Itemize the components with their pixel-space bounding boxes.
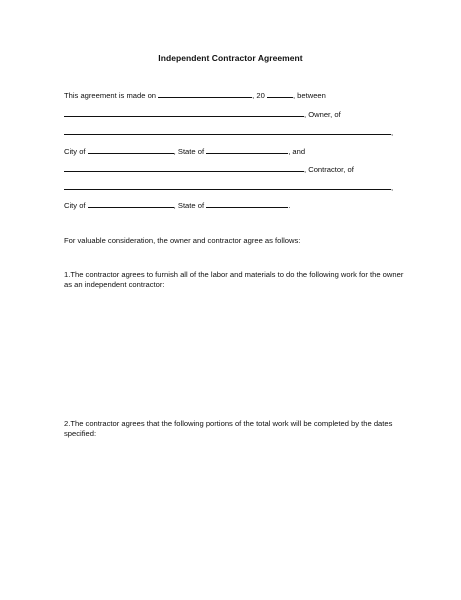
owner-name-line <box>64 108 341 120</box>
owner-state-label: , State of <box>173 147 205 156</box>
consideration-statement: For valuable consideration, the owner and contractor agree as follows: <box>64 236 301 245</box>
contractor-name-line <box>64 163 354 175</box>
clause-1: 1.The contractor agrees to furnish all of the labor and materials to do the following work for the owner as an independent contractor: <box>64 270 404 289</box>
agreement-date-blank[interactable] <box>158 89 252 98</box>
document-title: Independent Contractor Agreement <box>158 53 303 63</box>
contractor-address-blank[interactable] <box>64 181 394 192</box>
year-blank[interactable] <box>267 89 293 98</box>
contractor-city-label: City of <box>64 201 86 210</box>
year-label: , 20 <box>252 91 265 100</box>
owner-address-blank[interactable] <box>64 126 394 137</box>
period-label: . <box>288 201 291 210</box>
contractor-label: , Contractor, of <box>304 165 354 174</box>
contractor-name-blank[interactable] <box>64 163 304 172</box>
contractor-address-line <box>64 181 393 193</box>
owner-city-label: City of <box>64 147 86 156</box>
clause-2: 2.The contractor agrees that the following portions of the total work will be completed by the dates specified: <box>64 419 393 438</box>
contractor-address-comma: , <box>391 183 394 192</box>
between-label: , between <box>292 91 326 100</box>
owner-label: , Owner, of <box>304 110 341 119</box>
contractor-state-label: , State of <box>173 201 205 210</box>
owner-city-state-line <box>64 145 305 157</box>
owner-city-blank[interactable] <box>88 145 174 154</box>
contractor-state-blank[interactable] <box>206 199 291 210</box>
owner-address-comma: , <box>391 128 394 137</box>
owner-address-line <box>64 126 393 138</box>
owner-state-blank[interactable] <box>206 145 288 154</box>
agreement-date-label: This agreement is made on <box>64 91 157 100</box>
agreement-date-line <box>64 89 326 101</box>
owner-name-blank[interactable] <box>64 108 304 117</box>
and-label: , and <box>288 147 306 156</box>
contractor-city-blank[interactable] <box>88 199 174 208</box>
contractor-city-state-line <box>64 199 290 211</box>
